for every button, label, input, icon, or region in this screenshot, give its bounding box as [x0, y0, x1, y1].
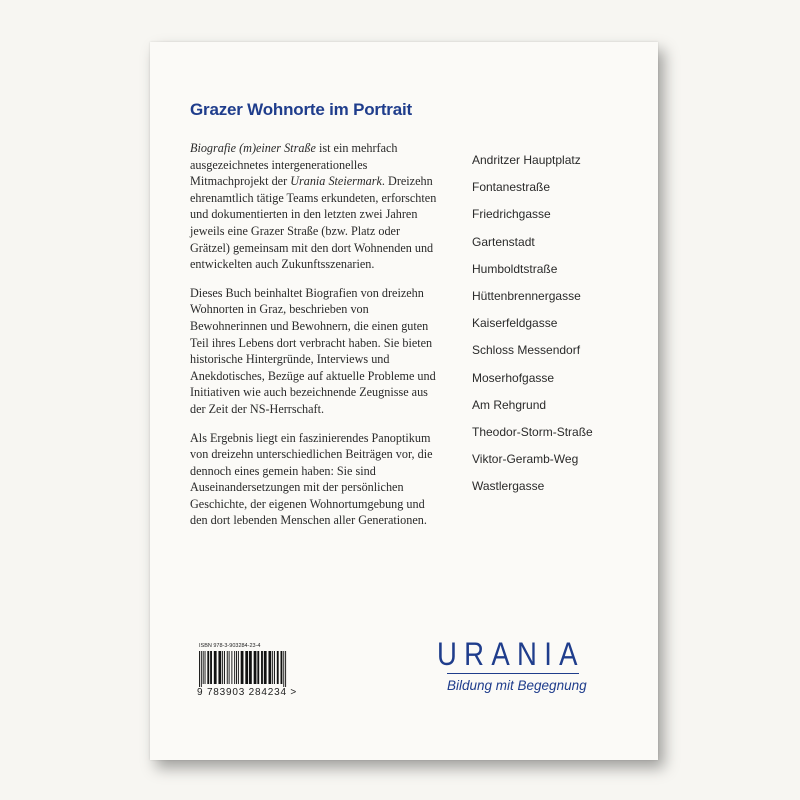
street-item: Friedrichgasse — [472, 207, 551, 222]
isbn-label: ISBN 978-3-903284-23-4 — [199, 643, 261, 649]
blurb-paragraph-2: Dieses Buch beinhaltet Biografien von dreizehn Wohnorten in Graz, beschrieben von Bewohnerinnen und Bewohnern, die einen guten Teil ihres Lebens dort verbracht haben. Sie bieten historische Hintergründe, Interviews und Anekdotisches, Bezüge auf aktuelle Probleme und Initiativen wie auch bezeichnende Zeugnisse aus der Zeit der NS-Herrschaft. — [190, 285, 436, 416]
logo-divider — [447, 673, 579, 674]
street-item: Viktor-Geramb-Weg — [472, 452, 579, 467]
street-list — [472, 147, 593, 500]
book-title-italic: Biografie (m)einer Straße — [190, 141, 316, 155]
barcode-bar — [249, 651, 252, 684]
barcode-bar — [277, 651, 279, 684]
street-item: Kaiserfeldgasse — [472, 316, 558, 331]
blurb-paragraph-1 — [190, 140, 440, 273]
barcode-bar — [274, 651, 275, 684]
barcode-bar — [203, 651, 204, 684]
barcode-bar — [268, 651, 271, 684]
street-item: Schloss Messendorf — [472, 343, 581, 358]
street-item: Moserhofgasse — [472, 370, 555, 385]
barcode-bar — [224, 651, 225, 684]
barcode-bar — [222, 651, 223, 684]
barcode-bar — [281, 651, 283, 684]
barcode-bar — [231, 651, 232, 684]
street-item: Humboldtstraße — [472, 261, 558, 276]
barcode-bar — [264, 651, 267, 684]
barcode-bar — [227, 651, 228, 684]
barcode-bar — [229, 651, 230, 684]
barcode-bar — [201, 651, 202, 687]
street-item: Fontanestraße — [472, 180, 551, 195]
isbn-barcode — [199, 651, 289, 687]
barcode-bar — [234, 651, 235, 684]
book-back-cover — [150, 42, 658, 760]
barcode-bar — [218, 651, 221, 684]
barcode-bar — [261, 651, 263, 684]
barcode-bar — [199, 651, 200, 687]
barcode-bar — [210, 651, 212, 684]
barcode-bar — [238, 651, 239, 684]
barcode-bar — [236, 651, 237, 684]
urania-tagline: Bildung mit Begegnung — [447, 678, 587, 693]
barcode-bar — [254, 651, 257, 684]
urania-logo: URANIA — [437, 636, 585, 672]
barcode-bar — [245, 651, 248, 684]
blurb-text-b: . Dreizehn ehrenamtlich tätige Teams erkundeten, erforschten und dokumentierten in den letzten zwei Jahren jeweils eine Grazer Straße (bzw. Platz oder Grätzel) gemeinsam mit den dort Wohnenden und entwickelten auch Zukunftsszenarien. — [190, 174, 437, 272]
street-item: Theodor-Storm-Straße — [472, 424, 593, 439]
org-name-italic: Urania Steiermark — [290, 174, 382, 189]
barcode-bar — [241, 651, 244, 684]
barcode-bar — [214, 651, 217, 684]
barcode-digits: 9 783903 284234 > — [197, 687, 298, 698]
street-item: Wastlergasse — [472, 479, 545, 494]
street-item: Am Rehgrund — [472, 397, 547, 412]
blurb-text-a: ist ein mehrfach ausgezeichnetes intergenerationelles Mitmachprojekt der — [190, 141, 398, 189]
barcode-bar — [285, 651, 286, 687]
blurb-paragraph-3: Als Ergebnis liegt ein faszinierendes Panoptikum von dreizehn unterschiedlichen Beiträgen vor, die dennoch eines gemein haben: Sie sind Auseinandersetzungen mit der persönlichen Geschichte, der eigenen Wohnortumgebung und den dort lebenden Menschen aller Generationen. — [190, 430, 433, 528]
barcode-bar — [283, 651, 284, 687]
street-item: Gartenstadt — [472, 234, 535, 249]
street-item: Andritzer Hauptplatz — [472, 153, 581, 167]
cover-title: Grazer Wohnorte im Portrait — [190, 100, 412, 119]
barcode-bar — [272, 651, 273, 684]
barcode-bar — [207, 651, 209, 684]
blurb-text — [190, 140, 440, 541]
barcode-bar — [205, 651, 206, 684]
barcode-bar — [257, 651, 259, 684]
street-item: Hüttenbrennergasse — [472, 288, 581, 303]
